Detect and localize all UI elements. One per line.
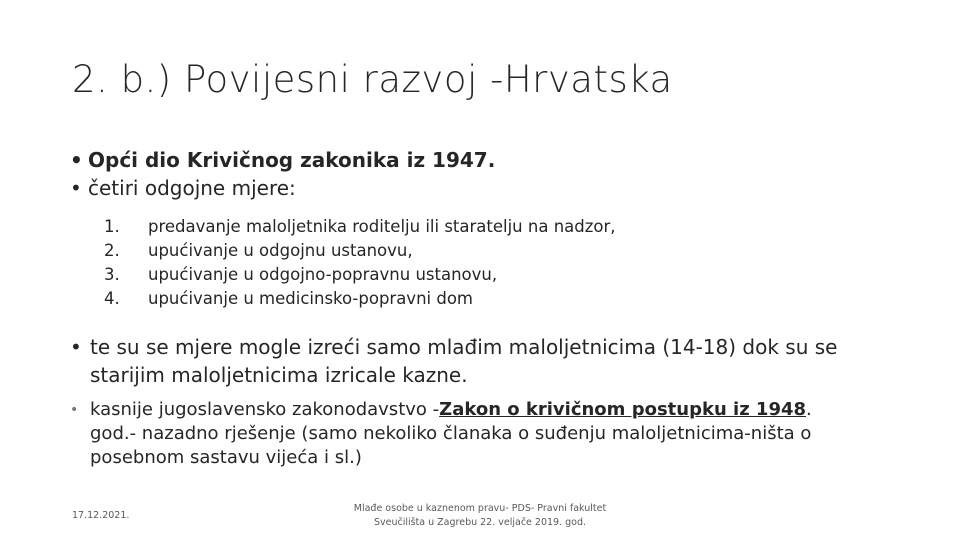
list-text: upućivanje u odgojnu ustanovu, [148,241,413,260]
list-item [104,263,616,287]
bullet-text [70,398,860,470]
bullet-text: Opći dio Krivičnog zakonika iz 1947. [88,148,496,172]
bullet-text-part2: . god.- nazadno rješenje (samo nekoliko članaka o suđenju maloljetnicima-ništa o posebnom sastavu vijeća i sl.) [90,399,812,468]
bullet-marker: • [70,335,82,359]
bullet-four-measures [70,175,296,201]
bullet-marker: • [70,148,83,172]
list-number: 3. [104,265,120,284]
bullet-text: četiri odgojne mjere: [88,176,296,200]
bullet-criminal-code [70,147,495,173]
list-number: 1. [104,217,120,236]
list-item [104,287,616,311]
footer-line-1: Mlađe osobe u kaznenom pravu- PDS- Pravni fakultet [353,503,607,514]
bullet-marker: • [70,402,79,418]
slide-title: 2. b.) Povijesni razvoj -Hrvatska [72,58,673,101]
footer-date: 17.12.2021. [72,510,130,521]
list-item [104,215,616,239]
footer-caption [330,502,630,530]
list-text: upućivanje u medicinsko-popravni dom [148,289,474,308]
bullet-text-part1: kasnije jugoslavensko zakonodavstvo - [90,399,440,420]
list-item [104,239,616,263]
bullet-text: te su se mjere mogle izreći samo mlađim maloljetnicima (14-18) dok su se starijim maloljetnicima izricale kazne. [90,335,838,387]
list-number: 2. [104,241,120,260]
list-number: 4. [104,289,120,308]
bullet-marker: • [70,176,82,200]
law-title: Zakon o krivičnom postupku iz 1948 [439,399,807,420]
list-text: upućivanje u odgojno-popravnu ustanovu, [148,265,498,284]
measures-list [104,215,616,311]
list-text: predavanje maloljetnika roditelju ili staratelju na nadzor, [148,217,616,236]
bullet-yugoslav-legislation [70,398,860,470]
bullet-younger-minors [70,333,890,389]
footer-line-2: Sveučilišta u Zagrebu 22. veljače 2019. god. [373,517,587,528]
